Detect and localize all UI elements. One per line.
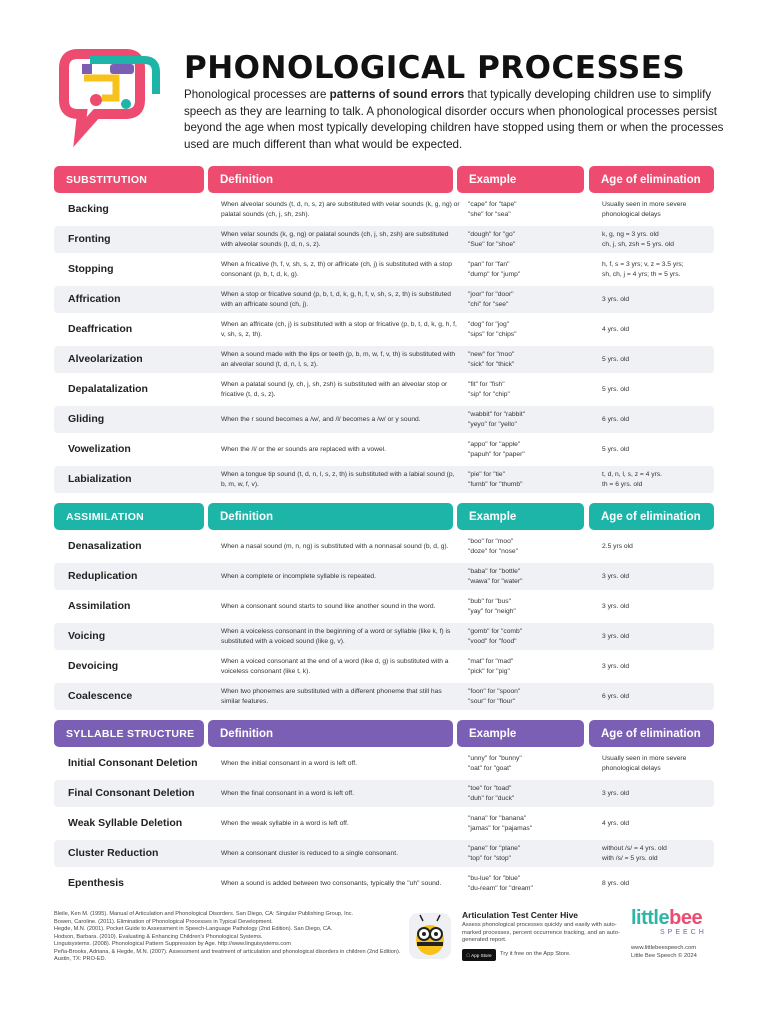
process-name: Depalatalization xyxy=(68,382,148,395)
process-name: Alveolarization xyxy=(68,352,143,365)
app-store-badge-label: App Store xyxy=(469,952,490,958)
section-header-syllable-structure: SYLLABLE STRUCTURE xyxy=(54,720,204,747)
column-header-definition: Definition xyxy=(208,720,453,747)
process-definition: When a tongue tip sound (t, d, n, l, s, z, th) is substituted with a labial sound (p, b, m, w, f, v). xyxy=(221,471,455,488)
process-name: Affrication xyxy=(68,292,121,305)
process-definition: When a consonant sound starts to sound like another sound in the word. xyxy=(221,602,436,610)
process-example: "unny" for "bunny" "oat" for "goat" xyxy=(468,755,522,772)
column-header-age: Age of elimination xyxy=(589,503,714,530)
column-header-example: Example xyxy=(457,720,584,747)
table-row-deaffrication xyxy=(54,316,714,343)
process-definition: When the r sound becomes a /w/, and /l/ becomes a /w/ or y sound. xyxy=(221,415,421,423)
process-example: "fit" for "fish" "sip" for "chip" xyxy=(468,381,510,398)
column-header-age: Age of elimination xyxy=(589,720,714,747)
table-row-devoicing xyxy=(54,653,714,680)
column-header-example: Example xyxy=(457,166,584,193)
process-example: "foon" for "spoon" "sour" for "flour" xyxy=(468,688,521,705)
bee-mascot-app-icon xyxy=(408,912,452,960)
process-example: "pane" for "plane" "top" for "stop" xyxy=(468,845,521,862)
process-definition: When alveolar sounds (t, d, n, s, z) are substituted with velar sounds (k, g, ng) or palatal sounds (ch, j, sh, zsh). xyxy=(221,201,460,218)
process-definition: When the final consonant in a word is left off. xyxy=(221,789,354,797)
process-definition: When a stop or fricative sound (p, b, t, d, k, g, h, f, v, sh, s, z, th) is substituted with an affricate sound (ch, j). xyxy=(221,291,451,308)
process-name: Denasalization xyxy=(68,539,142,552)
process-definition: When velar sounds (k, g, ng) or palatal sounds (ch, j, sh, zsh) are substituted with alveolar sounds (t, d, n, s, z). xyxy=(221,231,449,248)
process-age: 3 yrs. old xyxy=(602,662,630,670)
process-name: Vowelization xyxy=(68,442,131,455)
process-definition: When a consonant cluster is reduced to a single consonant. xyxy=(221,849,398,857)
app-title: Articulation Test Center Hive xyxy=(462,910,579,920)
table-row-weak-syllable-deletion xyxy=(54,810,714,837)
process-example: "bu-lue" for "blue" "du-ream" for "dream" xyxy=(468,875,533,892)
process-age: 8 yrs. old xyxy=(602,879,630,887)
process-example: "appo" for "apple" "papuh" for "paper" xyxy=(468,441,525,458)
process-age: h, f, s = 3 yrs; v, z = 3.5 yrs; sh, ch, j = 4 yrs; th = 5 yrs. xyxy=(602,261,684,278)
process-age: without /s/ = 4 yrs. old with /s/ = 5 yrs. old xyxy=(602,845,667,862)
process-age: 6 yrs. old xyxy=(602,415,630,423)
process-example: "bub" for "bus" "yay" for "neigh" xyxy=(468,598,516,615)
table-row-labialization xyxy=(54,466,714,493)
process-name: Deaffrication xyxy=(68,322,133,335)
section-header-substitution: SUBSTITUTION xyxy=(54,166,204,193)
brand-copyright: Little Bee Speech © 2024 xyxy=(631,953,697,959)
process-age: 4 yrs. old xyxy=(602,325,630,333)
table-row-cluster-reduction xyxy=(54,840,714,867)
process-age: k, g, ng = 3 yrs. old ch, j, sh, zsh = 5 yrs. old xyxy=(602,231,674,248)
process-age: 5 yrs. old xyxy=(602,445,630,453)
process-example: "pan" for "fan" "dump" for "jump" xyxy=(468,261,521,278)
process-name: Weak Syllable Deletion xyxy=(68,816,183,829)
process-example: "dough" for "go" "Sue" for "shoe" xyxy=(468,231,516,248)
process-definition: When an affricate (ch, j) is substituted with a stop or fricative (p, b, t, d, k, g, h, f, v, sh, s, z, th). xyxy=(221,321,457,338)
process-definition: When a palatal sound (y, ch, j, sh, zsh) is substituted with an alveolar stop or fricative (t, d, s, z). xyxy=(221,381,448,398)
process-name: Reduplication xyxy=(68,569,138,582)
process-name: Final Consonant Deletion xyxy=(68,786,195,799)
process-example: "mat" for "mad" "pick" for "pig" xyxy=(468,658,514,675)
process-definition: When the initial consonant in a word is left off. xyxy=(221,759,357,767)
table-row-reduplication xyxy=(54,563,714,590)
process-definition: When a complete or incomplete syllable is repeated. xyxy=(221,572,377,580)
process-example: "wabbit" for "rabbit" "yeyo" for "yello" xyxy=(468,411,526,428)
process-age: Usually seen in more severe phonological delays xyxy=(602,201,687,218)
table-row-voicing xyxy=(54,623,714,650)
process-age: 3 yrs. old xyxy=(602,602,630,610)
process-example: "new" for "moo" "sick" for "thick" xyxy=(468,351,515,368)
page-title: PHONOLOGICAL PROCESSES xyxy=(184,50,686,86)
process-definition: When the weak syllable in a word is left off. xyxy=(221,819,349,827)
process-name: Labialization xyxy=(68,472,132,485)
apple-icon xyxy=(468,952,470,958)
process-example: "gomb" for "comb" "vood" for "food" xyxy=(468,628,523,645)
process-example: "nana" for "banana" "jamas" for "pajamas" xyxy=(468,815,533,832)
process-age: 6 yrs. old xyxy=(602,692,630,700)
process-example: "dog" for "jog" "sips" for "chips" xyxy=(468,321,517,338)
process-age: 2.5 yrs old xyxy=(602,542,633,550)
table-row-gliding xyxy=(54,406,714,433)
process-example: "cape" for "tape" "she" for "sea" xyxy=(468,201,517,218)
app-description: Assess phonological processes quickly and easily with auto-marked processes, percent occurrence tracking, and an auto-generated report. xyxy=(462,922,620,943)
process-definition: When a nasal sound (m, n, ng) is substituted with a nonnasal sound (b, d, g). xyxy=(221,542,449,550)
table-row-assimilation xyxy=(54,593,714,620)
table-row-final-consonant-deletion xyxy=(54,780,714,807)
process-age: 3 yrs. old xyxy=(602,632,630,640)
app-store-text: Try it free on the App Store. xyxy=(500,951,571,957)
process-example: "toe" for "toad" "duh" for "duck" xyxy=(468,785,515,802)
process-name: Backing xyxy=(68,202,109,215)
process-definition: When the /l/ or the er sounds are replaced with a vowel. xyxy=(221,445,387,453)
process-definition: When a sound made with the lips or teeth (p, b, m, w, f, v, th) is substituted with an alveolar sound (t, d, n, l, s, z). xyxy=(221,351,456,368)
process-name: Stopping xyxy=(68,262,114,275)
app-store-badge[interactable] xyxy=(462,949,496,961)
process-example: "baba" for "bottle" "wawa" for "water" xyxy=(468,568,523,585)
process-definition: When a voiced consonant at the end of a word (like d, g) is substituted with a voiceless consonant (like t, k). xyxy=(221,658,449,675)
table-row-initial-consonant-deletion xyxy=(54,750,714,777)
process-example: "pie" for "tie" "fumb" for "thumb" xyxy=(468,471,523,488)
process-definition: When a sound is added between two consonants, typically the "uh" sound. xyxy=(221,879,442,887)
table-row-stopping xyxy=(54,256,714,283)
table-row-fronting xyxy=(54,226,714,253)
process-name: Cluster Reduction xyxy=(68,846,159,859)
intro-paragraph: Phonological processes are patterns of sound errors that typically developing children use to simplify speech as they are learning to talk. A phonological disorder occurs when phonological processes persist beyond the age when most typically developing children have stopped using them or when the processes used are much different than what would be expected. xyxy=(184,88,724,151)
process-name: Initial Consonant Deletion xyxy=(68,756,198,769)
brand-logo: littlebee xyxy=(631,907,703,929)
table-row-epenthesis xyxy=(54,870,714,897)
column-header-example: Example xyxy=(457,503,584,530)
process-age: Usually seen in more severe phonological delays xyxy=(602,755,687,772)
process-age: t, d, n, l, s, z = 4 yrs. th = 6 yrs. old xyxy=(602,471,663,488)
table-row-depalatalization xyxy=(54,376,714,403)
process-name: Epenthesis xyxy=(68,876,125,889)
column-header-definition: Definition xyxy=(208,166,453,193)
process-example: "boo" for "moo" "doze" for "nose" xyxy=(468,538,519,555)
table-row-backing xyxy=(54,196,714,223)
process-example: "joor" for "door" "chi" for "see" xyxy=(468,291,514,308)
process-definition: When a voiceless consonant in the beginning of a word or syllable (like k, f) is substituted with a voiced sound (like g, v). xyxy=(221,628,451,645)
process-age: 5 yrs. old xyxy=(602,355,630,363)
process-age: 3 yrs. old xyxy=(602,572,630,580)
table-row-denasalization xyxy=(54,533,714,560)
process-name: Assimilation xyxy=(68,599,131,612)
table-row-alveolarization xyxy=(54,346,714,373)
column-header-definition: Definition xyxy=(208,503,453,530)
process-age: 4 yrs. old xyxy=(602,819,630,827)
process-name: Devoicing xyxy=(68,659,119,672)
table-row-coalescence xyxy=(54,683,714,710)
references: Bleile, Ken M. (1995). Manual of Articulation and Phonological Disorders. San Diego, CA: Singular Publishing Group, Inc. Bowen, Caroline. (2011). Elimination of Phonological Processes in Typical Development. Hegde, M.N. (2001). Pocket Guide to Assessment in Speech-Language Pathology (2nd Edition). San Diego, CA. Hodson, Barbara. (2010). Evaluating & Enhancing Children's Phonological Systems. Linguisystems. (2008). Phonological Pattern Suppression by Age. http://www.linguisystems.com Peña-Brooks, Adriana, & Hegde, M.N. (2007). Assessment and treatment of articulation and phonological disorders in children (2nd Edition). Austin, TX: PRO-ED. xyxy=(54,911,401,962)
process-name: Fronting xyxy=(68,232,111,245)
brand-subtitle: SPEECH xyxy=(660,929,707,936)
process-definition: When two phonemes are substituted with a different phoneme that still has similar features. xyxy=(221,688,442,705)
process-name: Coalescence xyxy=(68,689,133,702)
section-header-assimilation: ASSIMILATION xyxy=(54,503,204,530)
table-row-affrication xyxy=(54,286,714,313)
speech-bubble-logo-icon xyxy=(56,48,166,148)
process-name: Gliding xyxy=(68,412,105,425)
process-age: 3 yrs. old xyxy=(602,295,630,303)
brand-url[interactable]: www.littlebeespeech.com xyxy=(631,945,697,951)
process-name: Voicing xyxy=(68,629,106,642)
table-row-vowelization xyxy=(54,436,714,463)
process-age: 3 yrs. old xyxy=(602,789,630,797)
process-definition: When a fricative (h, f, v, sh, s, z, th) or affricate (ch, j) is substituted with a stop consonant (p, b, t, d, k, g). xyxy=(221,261,452,278)
column-header-age: Age of elimination xyxy=(589,166,714,193)
process-age: 5 yrs. old xyxy=(602,385,630,393)
